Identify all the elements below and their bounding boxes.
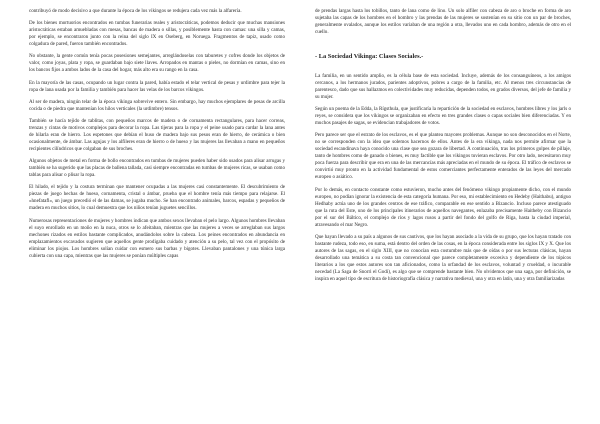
body-paragraph: En la mayoría de las casas, ocupando un lugar contra la pared, había estado el telar vertical de pesas y urdimbre para tejer la ropa de lana usada por la familia y también para hacer las velas de los barcos vikingos.: [29, 79, 285, 93]
left-column: [29, 8, 285, 265]
body-paragraph: También se hacía tejido de tablitas, con pequeños marcos de madera o de cornamenta rectangulares, para hacer correas, trenzas y cintas de motivos complejos para decorar la ropa. Las tijeras para la ropa y el peine usado para cardar la lana antes de hilarla eran de hierro. Los espetones que debían el huso de madera bajo sus pesos eran de hierro, de cerámica o bien ocasionalmente, de ámbar. Las agujas y los alfileres eran de hierro o de hueso y las mujeres las llevaban a mano en pequeños recipientes cilíndricos que colgaban de sus broches.: [29, 117, 285, 152]
body-paragraph: Pero parece ser que el estrato de los esclavos, es el que plantea mayores problemas. Aunque no son desconocidos en el Norte, no se corresponden con la idea que solemos hacernos de ellos. Antes de la era vikinga, nada nos permite afirmar que la sociedad escandinava haya conocido una clase que sea gozara de libertad. A continuación, tras los primeros golpes de pillaje, tanto de hombres como de ganado o bienes, es muy factible que los vikingos tuvieran esclavos. Por otro lado, necesitaron muy poca fuerza para describir que era en una de las mercancías más apreciadas en el mundo de su época. El tráfico de esclavos se convirtió muy pronto en la actividad fundamental de estos comerciantes perfectamente enterados de las leyes del mercado europeo o asiático.: [315, 132, 571, 181]
body-paragraph: Que hayan llevado a su país a algunos de sus cautivos, que los hayan asociado a la vida de su grupo, que los hayan tratado con bastante rudeza, todo eso, en suma, está dentro del orden de las cosas, en la época considerada entre los siglos IX y X. Que los autores de las sagas, en el siglo XIII, que no conocían esta costumbre más que de oídas o por sus lecturas clásicas, hayan desarrollado una temática a su costa tan convencional que parece completamente excesiva y dependiente de los tópicos literarios a los que estos autores son tan aficionados, como la orfandad de los esclavos, voluntad y crueldad, o incurable necedad (La Saga de Snorri el Godi), es algo que se comprende bastante bien. No olvidemos que una saga, por definición, se inspira en aquel tipo de escritura de historiografía clásica y narrativa medieval, una y otra en latín, una y otra familiarizadas: [315, 233, 571, 282]
section-heading: - La Sociedad Vikinga: Clases Sociales.-: [315, 53, 424, 60]
body-paragraph: Según un poema de la Edda, la Rígsthula, que justificaría la repartición de la sociedad en esclavos, hombres libres y los jarls o reyes, se considera que los vikingos se organizaban en efecto en tres grandes clases o capas sociales bien diferenciadas. Y en muchos pasajes de sagas, se evidencian trabajadores de votos.: [315, 106, 571, 127]
body-paragraph: contribuyó de modo decisivo a que durante la época de los vikingos se redujera cada vez más la alfarería.: [29, 8, 242, 14]
intro-paragraph: de prendas largas hasta los tobillos, tanto de lana como de lino. Un solo alfiler con cabeza de aro o broche en forma de aro sujetaba las capas de los hombres en el hombro y las prendas de las mujeres se sostenían en su sitio con un par de broches, generalmente ovalados, aunque los estilos variaban de una región a otra, llevados uno en cada hombro, además de otro en el cuello.: [315, 8, 571, 35]
body-paragraph: Por lo demás, en contacto constante como estuvieron, mucho antes del fenómeno vikingo propiamente dicho, con el mundo europeo, no podían ignorar la existencia de esta categoría humana. Por eso, mi establecimiento en Hedeby (Haithabu), antiguo Hedhaby actúa uno de los grandes centros de ese tráfico, comparable en ese sentido a Bizancio. Incluso parece atestiguado que la ruta del Este, uno de los principales itinerarios de aquellos navegantes, enlazaba precisamente Haitheby con Bizancio por el sur del Báltico, el complejo de ríos y lagos rusos a partir del fondo del golfo de Riga, hasta la ciudad imperial, atravesando el mar Negro.: [315, 186, 571, 228]
body-paragraph: No obstante, la gente común tenía pocas posesiones semejantes, arreglándoselas con taburetes y cofres donde los objetos de valor, como joyas, plata y ropa, se guardaban bajo siete llaves. Arropados en mantas o pieles, no dormían en camas, sino en los bancos fijos a ambos lados de la casa del hogar, más alto era su rango en la casa.: [29, 53, 285, 74]
body-paragraph: Al ser de madera, ningún telar de la época vikinga sobrevive entero. Sin embargo, hay muchos ejemplares de pesas de arcilla cocida o de piedra que mantenían los hilos verticales (la urdimbre) tensos.: [29, 98, 285, 112]
right-column: [315, 8, 571, 288]
body-paragraph: El hilado, el tejido y la costura terminan que mantener ocupadas a las mujeres casi constantemente. El descubrimiento de piezas de juego hechas de hueso, cornamenta, cristal o ámbar, prueba que el hombre tenía más tiempo para relajarse. El «hnefatafl», un juego precedió el de las damas, se jugaba mucho. Se han encontrado animales, barcos, espadas y pequeños de madera en muchos sitios, lo cual demuestra que los niños tenían juguetes sencillos.: [29, 184, 285, 212]
body-paragraph: La familia, en un sentido amplio, es la célula base de esta sociedad. Incluye, además de los consanguíneos, a los amigos cercanos, a los hermanos jurados, parientes adoptivos, pobres a cargo de la familia, etc. Al menos tres circunstancias de parentesco, dado que sus hallazmos en colectividades muy reducidas, dependen todos, en grados diversos, del jefe de familia y su mujer.: [315, 73, 571, 100]
body-paragraph: Numerosas representaciones de mujeres y hombres indican que ambos sexos llevaban el pelo largo. Algunos hombres llevaban el suyo enrollado en un moño en la nuca, otros se lo afeitaban, mientras que las mujeres a veces se arreglaban sus largos mechones rizados en estilos bastante complicados, anudándolos sobre la cabeza. Los peines encontrados en abundancia en emplazamientos excavados sugieren que aquellos gente prodigaba cuidado y atención a su pelo, tal vez con el propósito de eliminar los piojos. Los hombres solían cuidar con esmero sus barbas y bigotes. Llevaban pantalones y una túnica larga cubierta con una capa, mientras que las mujeres se ponían múltiples capas: [29, 217, 285, 259]
body-paragraph: Algunos objetos de metal en forma de bollo encontrados en tumbas de mujeres pueden haber sido usados para alisar arrugas y también se ha sugerido que las placas de ballena tallada, casi siempre encontradas en tumbas de mujeres ricas, se usaban como tablas para alisar o plisar la ropa.: [29, 158, 285, 179]
body-paragraph: De los bienes mortuorios encontrados en tumbas funerarias reales y aristocráticas, podemos deducir que muchas mansiones aristocráticas estaban amuebladas con mesas, bancas de madera o sillas, y posiblemente hasta con camas: una silla y camas, por ejemplo, se encontraron junto con la reina del siglo IX en Oseberg, en Noruega. Fragmentos de tapiz, usado como colgadura de pared, fueron también encontrados.: [29, 20, 285, 48]
